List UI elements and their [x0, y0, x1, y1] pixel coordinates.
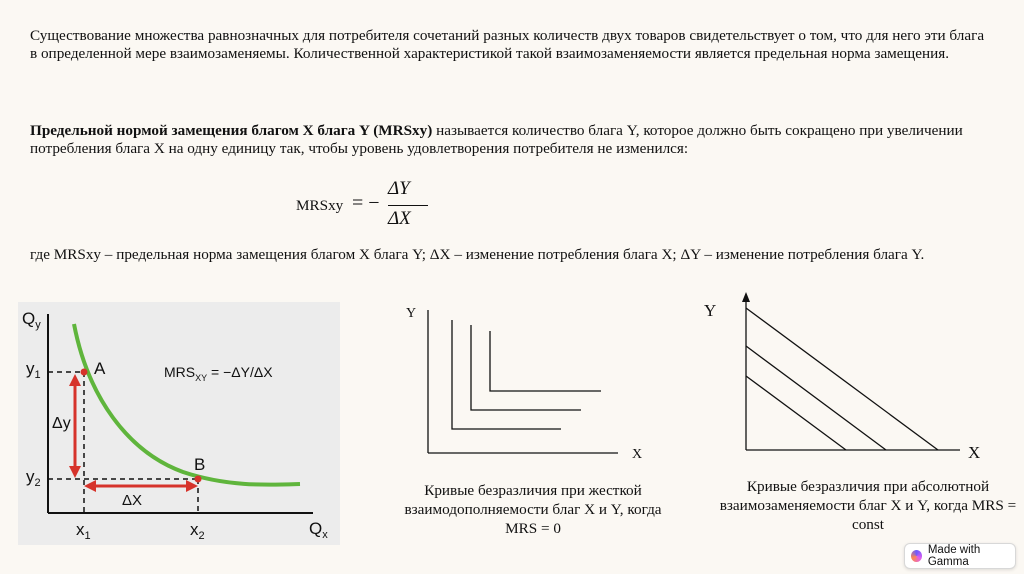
mrs-indifference-graph	[18, 302, 340, 545]
mrs-formula	[296, 178, 436, 234]
formula-denominator: ΔX	[388, 208, 411, 229]
gamma-logo-icon	[911, 550, 922, 562]
graph1-delta-y-label: Δy	[52, 415, 71, 432]
graph2-curve-3	[490, 331, 601, 391]
graph1-delta-x-label: ΔX	[122, 492, 143, 509]
formula-lhs: MRSxy	[296, 197, 344, 214]
graph1-point-b-dot	[195, 476, 202, 483]
complements-graph	[396, 298, 666, 468]
graph1-point-a-dot	[81, 369, 88, 376]
graph1-x1-label: $x_1$	[76, 520, 91, 542]
graph3-y-axis-label: Y	[704, 301, 717, 320]
graph1-mrs-formula: $MRS_{XY} = -\Delta Y/\Delta X$	[164, 364, 273, 383]
graph3-line-1	[746, 308, 938, 450]
complements-caption: Кривые безразличия при жесткой взаимодополняемости благ X и Y, когда MRS = 0	[404, 482, 662, 537]
graph1-x-axis-label: $Q_x$	[309, 519, 328, 541]
graph1-point-a-label: A	[94, 359, 106, 378]
graph1-y1-label: $y_1$	[26, 359, 41, 381]
formula-numerator: ΔY	[388, 178, 410, 199]
intro-paragraph: Существование множества равнозначных для потребителя сочетаний разных количеств двух товаров свидетельствует о том, что для него эти блага в определенной мере взаимозаменяемы. Количественной характеристикой такой взаимозаменяемости является предельная норма замещения.	[30, 27, 985, 63]
made-with-gamma-badge[interactable]	[904, 543, 1016, 569]
graph1-point-b-label: B	[194, 455, 206, 474]
graph1-y-axis-label: $Q_y$	[22, 309, 41, 331]
graph3-x-axis-label: X	[968, 443, 981, 462]
badge-label: Made with Gamma	[927, 544, 981, 568]
graph3-line-2	[746, 346, 886, 450]
graph2-y-axis-label: Y	[406, 306, 417, 321]
graph1-x2-label: $x_2$	[190, 520, 205, 542]
where-paragraph: где MRSxy – предельная норма замещения благом X блага Y; ΔX – изменение потребления блага X; ΔY – изменение потребления блага Y.	[30, 246, 925, 263]
graph1-y2-label: $y_2$	[26, 467, 41, 489]
formula-sign: = −	[352, 192, 380, 214]
substitutes-caption: Кривые безразличия при абсолютной взаимозаменяемости благ X и Y, когда MRS = const	[719, 478, 1017, 533]
definition-term: Предельной нормой замещения благом X блага Y (MRSxy)	[30, 122, 433, 139]
graph2-x-axis-label: X	[632, 447, 643, 462]
graph3-line-3	[746, 376, 846, 450]
definition-paragraph	[30, 122, 990, 159]
definition-text: называется количество блага Y, которое должно быть сокращено при увеличении потребления блага X на одну единицу так, чтобы уровень удовлетворения потребителя не изменился:	[30, 122, 963, 158]
graph2-curve-1	[452, 320, 561, 429]
substitutes-graph	[700, 290, 1000, 470]
graph3-y-axis-arrowhead	[742, 292, 750, 302]
graph2-curve-2	[471, 325, 581, 410]
formula-fraction-bar	[388, 205, 428, 206]
